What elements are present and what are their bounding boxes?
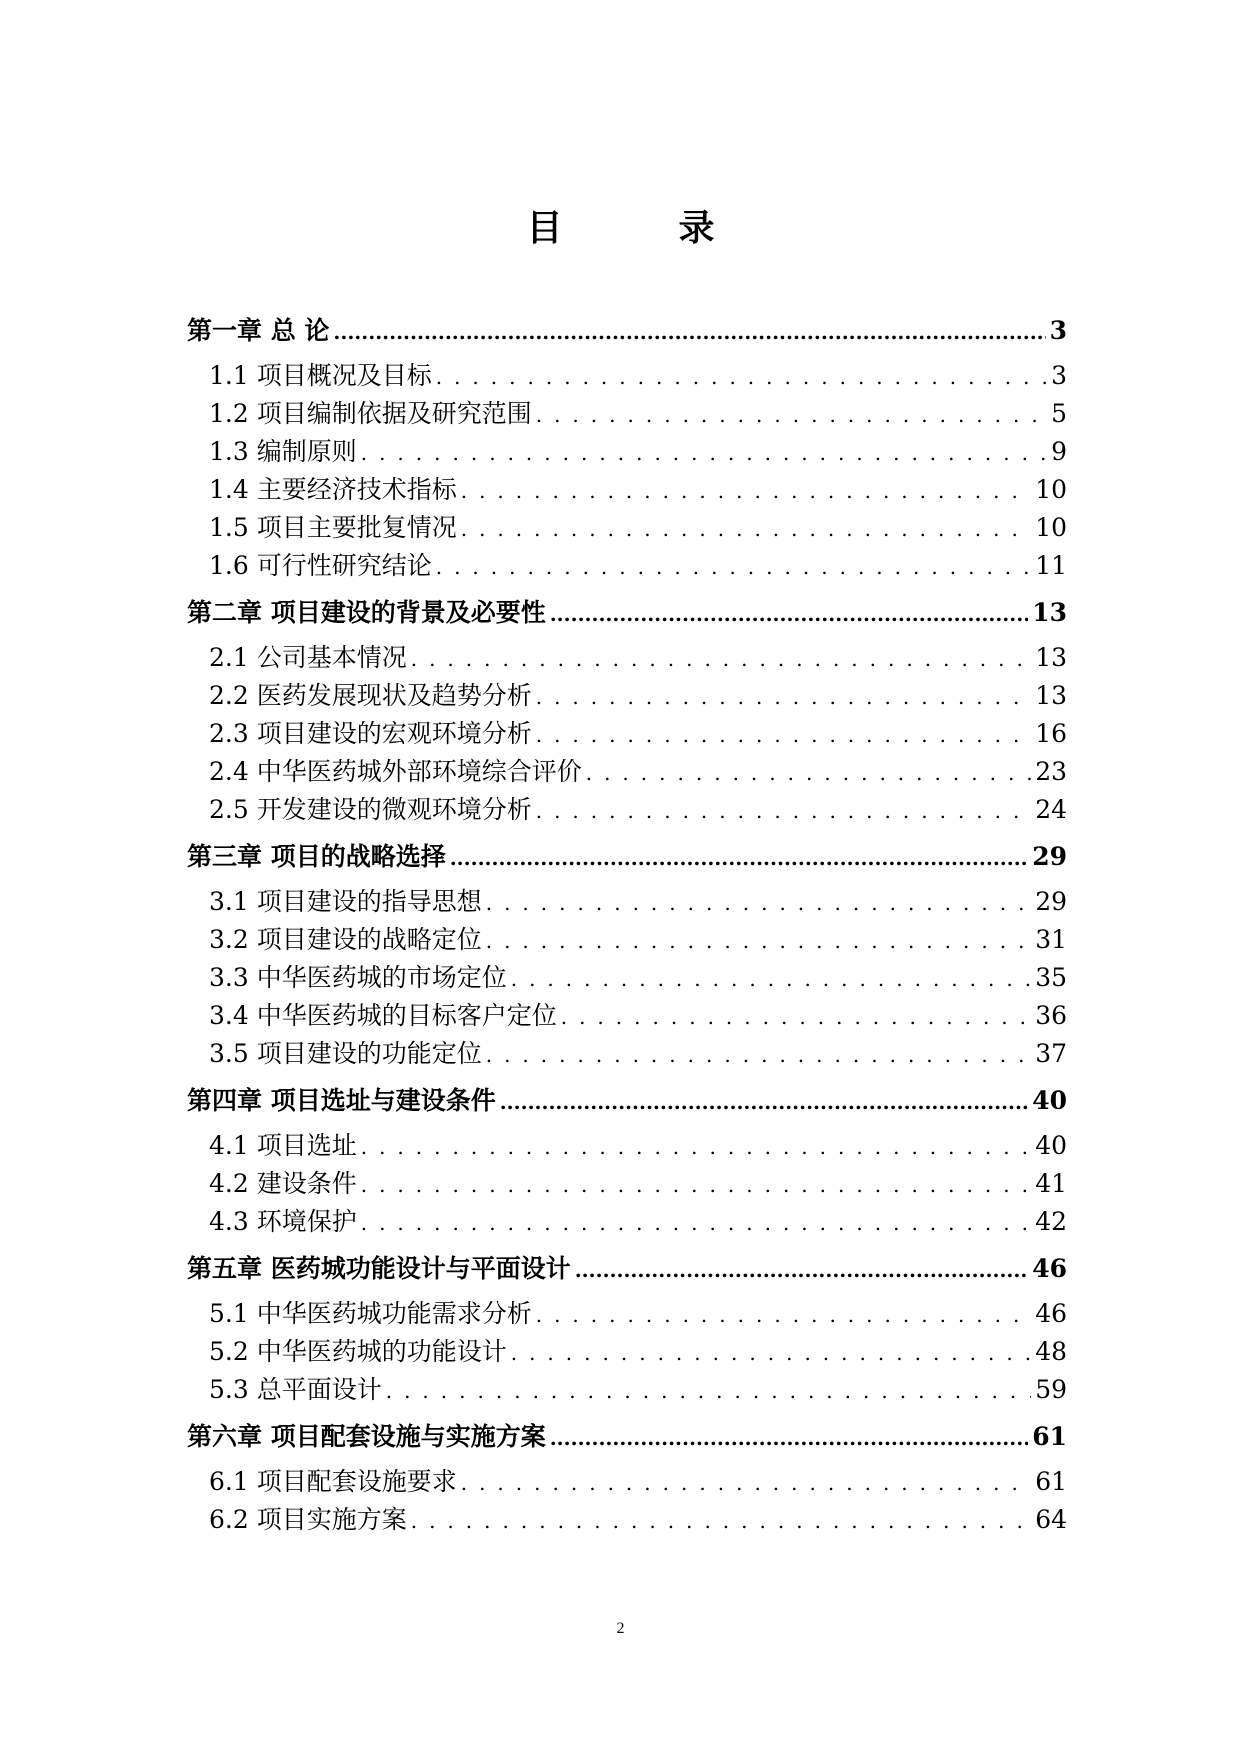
dot-leader [550,1418,1028,1458]
section-title: 3.1 项目建设的指导思想 [209,887,482,916]
dot-leader [486,922,1031,960]
section-page-number: 10 [1035,513,1067,542]
chapter-page-number: 40 [1032,1086,1067,1115]
section-page-number: 61 [1035,1467,1067,1496]
toc-section-entry[interactable] [187,715,1067,753]
toc-section-entry[interactable] [187,1203,1067,1241]
toc-section-entry[interactable] [187,1295,1067,1333]
dot-leader [486,884,1031,922]
toc-section-entry[interactable] [187,1501,1067,1539]
dot-leader [436,548,1031,586]
toc-section-entry[interactable] [187,357,1067,395]
chapter-page-number: 29 [1032,842,1067,871]
table-of-contents [187,303,1067,1539]
toc-chapter-entry[interactable] [187,837,1067,877]
dot-leader [361,1128,1031,1166]
section-page-number: 42 [1035,1207,1067,1236]
dot-leader [486,1036,1031,1074]
toc-section-entry[interactable] [187,997,1067,1035]
chapter-title: 第四章 项目选址与建设条件 [187,1086,496,1115]
toc-section-entry[interactable] [187,753,1067,791]
dot-leader [333,312,1045,352]
toc-section-entry[interactable] [187,1333,1067,1371]
dot-leader [511,960,1031,998]
section-title: 4.3 环境保护 [209,1207,357,1236]
dot-leader [536,678,1031,716]
chapter-page-number: 46 [1032,1254,1067,1283]
dot-leader [461,472,1031,510]
section-page-number: 3 [1051,361,1067,390]
toc-section-entry[interactable] [187,1127,1067,1165]
section-title: 1.3 编制原则 [209,437,357,466]
section-page-number: 36 [1035,1001,1067,1030]
section-title: 1.5 项目主要批复情况 [209,513,457,542]
dot-leader [361,1166,1031,1204]
section-title: 2.1 公司基本情况 [209,643,407,672]
section-title: 1.6 可行性研究结论 [209,551,432,580]
toc-section-entry[interactable] [187,1463,1067,1501]
page-title: 目 录 [526,207,755,249]
section-title: 4.1 项目选址 [209,1131,357,1160]
toc-section-entry[interactable] [187,1165,1067,1203]
toc-chapter-entry[interactable] [187,593,1067,633]
section-title: 1.2 项目编制依据及研究范围 [209,399,532,428]
dot-leader [386,1372,1031,1410]
dot-leader [561,998,1031,1036]
dot-leader [536,792,1031,830]
section-page-number: 11 [1035,551,1067,580]
section-page-number: 24 [1035,795,1067,824]
chapter-page-number: 13 [1032,598,1067,627]
toc-chapter-entry[interactable] [187,1081,1067,1121]
toc-section-entry[interactable] [187,1035,1067,1073]
section-title: 2.3 项目建设的宏观环境分析 [209,719,532,748]
dot-leader [361,434,1047,472]
section-page-number: 29 [1035,887,1067,916]
chapter-title: 第五章 医药城功能设计与平面设计 [187,1254,571,1283]
section-page-number: 13 [1035,643,1067,672]
chapter-title: 第二章 项目建设的背景及必要性 [187,598,546,627]
dot-leader [361,1204,1031,1242]
section-title: 2.2 医药发展现状及趋势分析 [209,681,532,710]
toc-chapter-entry[interactable] [187,1417,1067,1457]
section-title: 4.2 建设条件 [209,1169,357,1198]
section-page-number: 35 [1035,963,1067,992]
section-title: 3.4 中华医药城的目标客户定位 [209,1001,557,1030]
section-page-number: 46 [1035,1299,1067,1328]
section-page-number: 37 [1035,1039,1067,1068]
section-title: 3.2 项目建设的战略定位 [209,925,482,954]
toc-section-entry[interactable] [187,1371,1067,1409]
dot-leader [536,716,1031,754]
section-title: 2.4 中华医药城外部环境综合评价 [209,757,582,786]
section-page-number: 13 [1035,681,1067,710]
toc-section-entry[interactable] [187,639,1067,677]
section-page-number: 10 [1035,475,1067,504]
toc-chapter-entry[interactable] [187,1249,1067,1289]
section-page-number: 9 [1051,437,1067,466]
dot-leader [411,1502,1031,1540]
toc-section-entry[interactable] [187,677,1067,715]
section-page-number: 40 [1035,1131,1067,1160]
dot-leader [450,838,1028,878]
chapter-title: 第一章 总 论 [187,316,330,345]
dot-leader [461,1464,1031,1502]
section-title: 2.5 开发建设的微观环境分析 [209,795,532,824]
chapter-title: 第六章 项目配套设施与实施方案 [187,1422,546,1451]
section-title: 1.4 主要经济技术指标 [209,475,457,504]
toc-chapter-entry[interactable] [187,311,1067,351]
section-title: 3.5 项目建设的功能定位 [209,1039,482,1068]
dot-leader [461,510,1031,548]
section-page-number: 41 [1035,1169,1067,1198]
toc-section-entry[interactable] [187,921,1067,959]
section-page-number: 5 [1051,399,1067,428]
toc-section-entry[interactable] [187,959,1067,997]
toc-section-entry[interactable] [187,509,1067,547]
dot-leader [511,1334,1031,1372]
section-title: 5.3 总平面设计 [209,1375,382,1404]
chapter-page-number: 61 [1032,1422,1067,1451]
dot-leader [536,1296,1031,1334]
toc-section-entry[interactable] [187,547,1067,585]
dot-leader [436,358,1047,396]
section-title: 5.2 中华医药城的功能设计 [209,1337,507,1366]
section-page-number: 31 [1035,925,1067,954]
section-title: 6.2 项目实施方案 [209,1505,407,1534]
dot-leader [411,640,1031,678]
toc-section-entry[interactable] [187,395,1067,433]
page-number: 2 [616,1620,625,1637]
section-title: 6.1 项目配套设施要求 [209,1467,457,1496]
chapter-page-number: 3 [1049,316,1067,345]
section-title: 1.1 项目概况及目标 [209,361,432,390]
section-page-number: 23 [1035,757,1067,786]
section-page-number: 16 [1035,719,1067,748]
section-page-number: 48 [1035,1337,1067,1366]
section-page-number: 64 [1035,1505,1067,1534]
chapter-title: 第三章 项目的战略选择 [187,842,446,871]
dot-leader [550,594,1028,634]
toc-section-entry[interactable] [187,791,1067,829]
toc-section-entry[interactable] [187,433,1067,471]
section-page-number: 59 [1035,1375,1067,1404]
dot-leader [500,1082,1028,1122]
section-title: 5.1 中华医药城功能需求分析 [209,1299,532,1328]
dot-leader [575,1250,1028,1290]
toc-section-entry[interactable] [187,883,1067,921]
section-title: 3.3 中华医药城的市场定位 [209,963,507,992]
dot-leader [536,396,1047,434]
toc-section-entry[interactable] [187,471,1067,509]
dot-leader [586,754,1031,792]
